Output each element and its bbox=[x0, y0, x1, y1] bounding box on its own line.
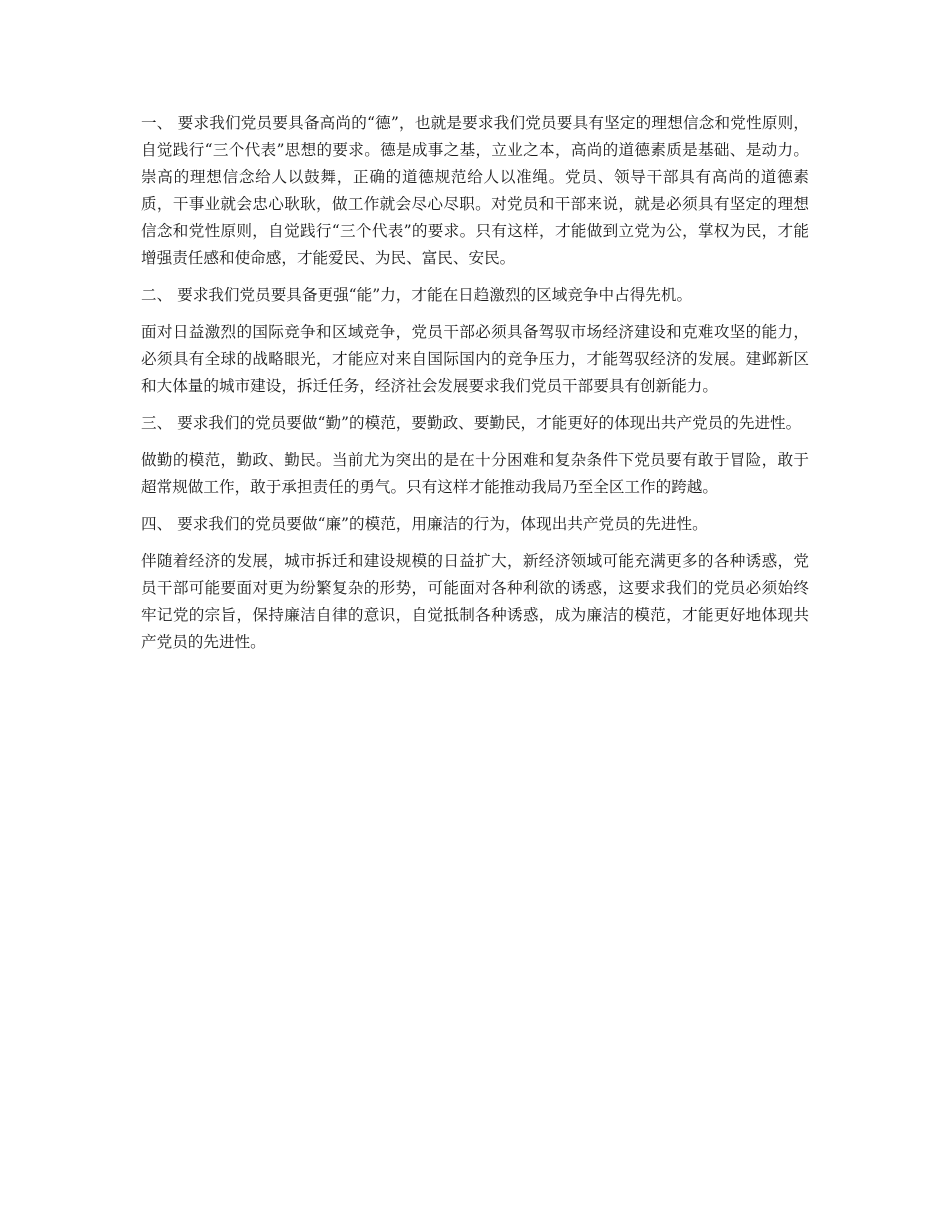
paragraph-section-2-body: 面对日益激烈的国际竞争和区域竞争，党员干部必须具备驾驭市场经济建设和克难攻坚的能力，必须具有全球的战略眼光，才能应对来自国际国内的竞争压力，才能驾驭经济的发展。建邺新区和大体量的城市建设，拆迁任务，经济社会发展要求我们党员干部要具有创新能力。 bbox=[141, 323, 809, 395]
paragraph-section-1: 一、 要求我们党员要具备高尚的“德”，也就是要求我们党员要具有坚定的理想信念和党性原则，自觉践行“三个代表”思想的要求。德是成事之基，立业之本，高尚的道德素质是基础、是动力。崇高的理想信念给人以鼓舞，正确的道德规范给人以准绳。党员、领导干部具有高尚的道德素质，干事业就会忠心耿耿，做工作就会尽心尽职。对党员和干部来说，就是必须具有坚定的理想信念和党性原则，自觉践行“三个代表”的要求。只有这样，才能做到立党为公，掌权为民，才能增强责任感和使命感，才能爱民、为民、富民、安民。 bbox=[141, 114, 809, 267]
paragraph-section-4-heading: 四、 要求我们的党员要做“廉”的模范，用廉洁的行为，体现出共产党员的先进性。 bbox=[141, 515, 708, 533]
document-body bbox=[141, 110, 809, 666]
paragraph-section-3-heading: 三、 要求我们的党员要做“勤”的模范，要勤政、要勤民，才能更好的体现出共产党员的先进性。 bbox=[141, 414, 802, 432]
paragraph-section-3-body: 做勤的模范，勤政、勤民。当前尤为突出的是在十分困难和复杂条件下党员要有敢于冒险，敢于超常规做工作，敢于承担责任的勇气。只有这样才能推动我局乃至全区工作的跨越。 bbox=[141, 451, 809, 496]
paragraph-section-2-heading: 二、 要求我们党员要具备更强“能”力，才能在日趋激烈的区域竞争中占得先机。 bbox=[141, 286, 693, 304]
paragraph-section-4-body: 伴随着经济的发展，城市拆迁和建设规模的日益扩大，新经济领域可能充满更多的各种诱惑，党员干部可能要面对更为纷繁复杂的形势，可能面对各种利欲的诱惑，这要求我们的党员必须始终牢记党的宗旨，保持廉洁自律的意识，自觉抵制各种诱惑，成为廉洁的模范，才能更好地体现共产党员的先进性。 bbox=[141, 552, 809, 651]
